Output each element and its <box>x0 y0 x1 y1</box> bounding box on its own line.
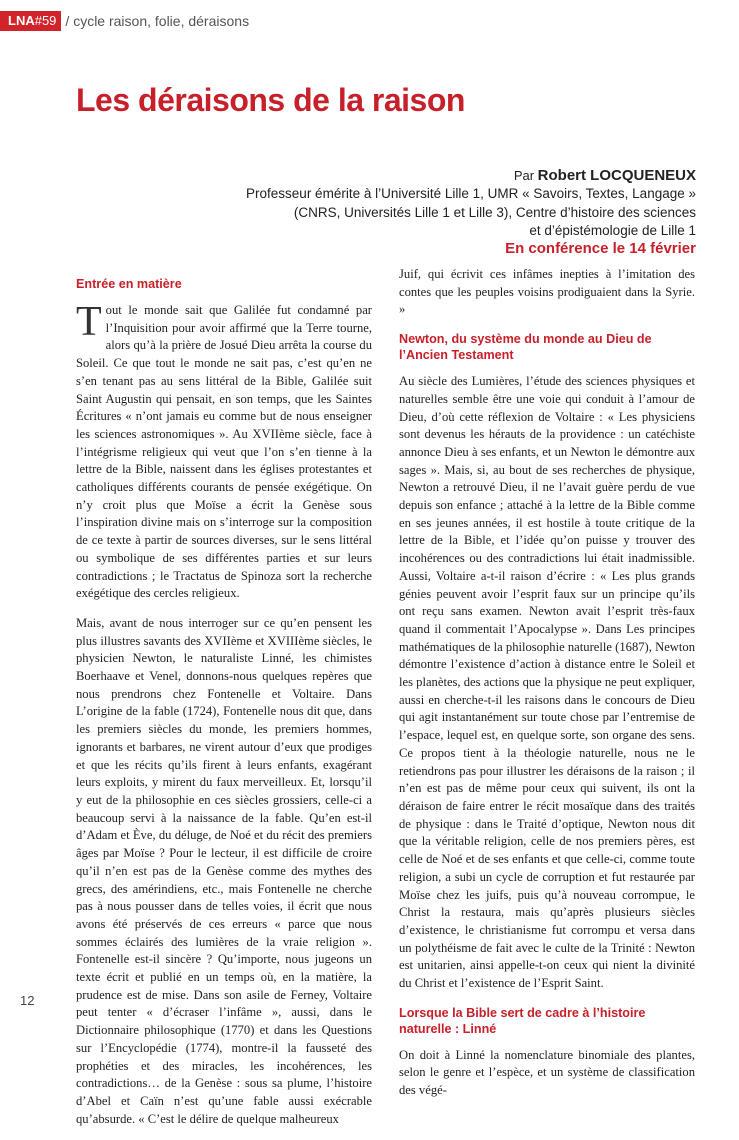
section-heading-linne: Lorsque la Bible sert de cadre à l’histoire naturelle : Linné <box>399 1005 646 1036</box>
affiliation-line-1: Professeur émérite à l’Université Lille 1, UMR « Savoirs, Textes, Langage » <box>246 186 696 201</box>
affiliation-line-2: (CNRS, Universités Lille 1 et Lille 3), Centre d’histoire des sciences <box>293 204 696 220</box>
paragraph-2: Mais, avant de nous interroger sur ce qu’en pensent les plus illustres savants des XVIIème et XVIIIème siècles, le physicien Newton, le naturaliste Linné, les chimistes Boerhaave et Venel, donnons-nous quelques repères que nous prendrons chez Fontenelle et Voltaire. Dans L’origine de la fable (1724), Fontenelle nous dit que, dans les premiers siècles du monde, les premiers hommes, ignorants et barbares, ne virent autour d’eux que prodiges et que les récits qu’ils firent à leurs enfants, exagérant leurs exploits, y mirent du faux merveilleux. Et, lorsqu’il y eut de la philosophie en ces siècles grossiers, celle-ci a beaucoup servi à la naissance de la fable. Qu’en est-il d’Adam et Ève, du déluge, de Noé et du récit des premiers âges par Moïse ? Pour le lecteur, il est difficile de croire qu’il n’en est pas de la Genèse comme des mythes des grecs, des amérindiens, etc., mais Fontenelle ne cherche pas à nous pousser dans de telles voies, il écrit que nous avons été préservés de ces erreurs « parce que nous sommes éclairés des lumières de la vraie religion ». Fontenelle est-il sincère ? Qu’importe, nous jugeons un texte écrit et publié en un temps où, en la matière, la prudence est de mise. Dans son asile de Ferney, Voltaire peut tenter « d’écraser l’infâme », aussi, dans le Dictionnaire philosophique (1770) et dans les Questions sur l’Encyclopédie (1774), montre-il la fausseté des prophéties et des miracles, les incohérences, les contradictions… de la Genèse : sous sa plume, l’histoire d’Abel et Caïn n’est qu’une fable aussi exécrable qu’absurde. « C’est le délire de quelque malheureux <box>76 615 372 1126</box>
paragraph-linne: On doit à Linné la nomenclature binomiale des plantes, selon le genre et l’espèce, et un système de classification des végé- <box>399 1047 695 1098</box>
left-column <box>76 276 372 1140</box>
journal-tag: LNA#59 <box>0 11 61 31</box>
section-heading-newton: Newton, du système du monde au Dieu de l’Ancien Testament <box>399 332 652 363</box>
paragraph-newton: Au siècle des Lumières, l’étude des sciences physiques et naturelles semble être une voie qui conduit à l’amour de Dieu, d’où cette réflexion de Voltaire : « Les physiciens sont devenus les hérauts de la providence : un catéchiste annonce Dieu à ses enfants, et un Newton le démontre aux sages ». Mais, si, au bout de ses recherches de physique, Newton a retrouvé Dieu, il ne l’avait guère perdu de vue depuis son enfance ; attaché à la lettre de la Bible comme en ses jeunes années, il est hostile à toute critique de la lettre de la Bible, et l’idée qu’on puisse y trouver des incohérences ou des contradictions lui était inadmissible. Aussi, Voltaire a-t-il raison d’écrire : « Les plus grands génies peuvent avoir l’esprit faux sur un principe qu’ils ont reçu sans examen. Newton avait l’esprit très-faux quand il commentait l’Apocalypse ». Dans Les principes mathématiques de la philosophie naturelle (1687), Newton démontre l’existence d’action à distance entre le Soleil et les planètes, des actions que la physique ne peut expliquer, aussi en cherche-t-il les raisons dans le concours de Dieu qui agit instantanément sur toute chose par l’entremise de l’espace, lequel est, en quelque sorte, son organe des sens. Ce propos tient à la théologie naturelle, nous ne le retiendrons pas pour illustrer les déraisons de la raison ; il n’en est pas de même pour ceux qui suivent, ils ont la déraison de faire entrer le récit mosaïque dans des traités de physique : dans le Traité d’optique, Newton nous dit que la véritable religion, celle de nos premiers pères, est celle de Noé et de ses enfants et que celle-ci, comme toute religion, a subi un cycle de corruption et fut restaurée par Moïse chez les juifs, puis qu’à nouveau corrompue, le Christ la restaura, mais qu’après plusieurs siècles d’existence, le christianisme fut corrompu et versa dans un polythéisme de fait avec le culte de la Trinité : Newton est unitarien, ainsi appelle-t-on ceux qui nient la divinité du Christ et l’existence de l’Esprit Saint. <box>399 374 695 991</box>
conference-date: En conférence le 14 février <box>505 240 696 257</box>
running-header <box>0 11 249 31</box>
series-title: / cycle raison, folie, déraisons <box>65 13 250 29</box>
byline: Par Robert LOCQUENEUX Professeur émérite à l’Université Lille 1, UMR « Savoirs, Textes, Langage » (CNRS, Universités Lille 1 et Lille 3), Centre d’histoire des sciences et d’épistémologie de Lille 1 <box>246 166 696 241</box>
paragraph-continued: Juif, qui écrivit ces infâmes inepties à l’imitation des contes que les peuples voisins prodiguaient dans la Syrie. » <box>399 267 695 317</box>
page-number: 12 <box>20 993 35 1008</box>
drop-cap: T <box>76 299 102 345</box>
right-column <box>399 266 695 1112</box>
section-heading-intro: Entrée en matière <box>76 277 182 291</box>
author-name: Robert LOCQUENEUX <box>537 167 696 184</box>
affiliation-line-3: et d’épistémologie de Lille 1 <box>529 223 696 238</box>
paragraph-1: Tout le monde sait que Galilée fut condamné par l’Inquisition pour avoir affirmé que la Terre tourne, alors qu’à la prière de Josué Dieu arrêta la course du Soleil. Ce que tout le monde ne sait pas, c’est qu’en ne s’en tenant pas au sens littéral de la Bible, Galilée suit Saint Augustin qui pensait, en son temps, que les Saintes Écritures « n’ont jamais eu comme but de nous enseigner les sciences astronomiques ». Au XVIIème siècle, face à l’intégrisme religieux qui veut que l’on s’en tienne à la lettre de la Bible, naissent dans les églises protestantes et catholiques différents courants de pensée exégétique. On n’y croit plus que Moïse a écrit la Genèse sous l’inspiration divine mais on s’interroge sur la composition de ce texte à partir de sources diverses, sur le sens littéral ou symbolique de ses différentes parties et sur leurs contradictions ; le Tractatus de Spinoza sort la recherche exégétique des cercles religieux. <box>76 299 372 601</box>
article-title: Les déraisons de la raison <box>76 82 465 118</box>
